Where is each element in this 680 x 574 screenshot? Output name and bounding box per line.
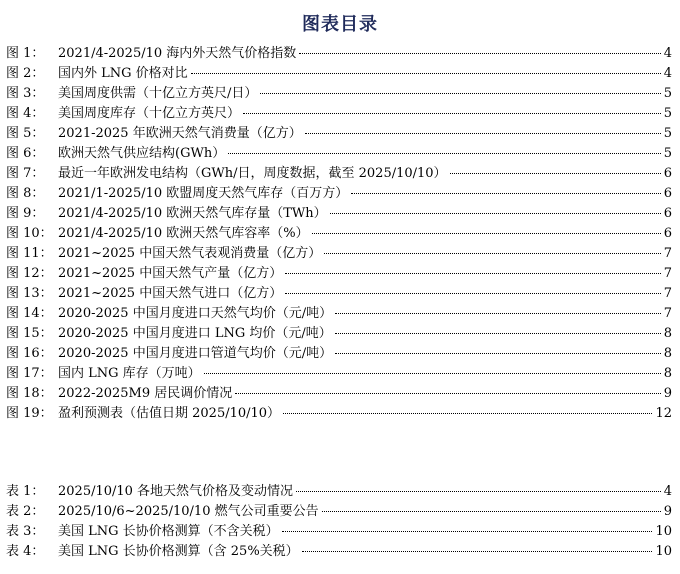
dot-leader — [322, 511, 661, 512]
table-entry[interactable] — [6, 482, 672, 502]
table-entry[interactable] — [6, 502, 672, 522]
dot-leader — [235, 393, 660, 394]
toc-entry-label: 图 6： — [6, 146, 45, 161]
toc-entry-page[interactable]: 7 — [663, 306, 672, 321]
toc-entry-text[interactable]: 2021/1-2025/10 欧盟周度天然气库存（百万方） — [58, 186, 349, 201]
dot-leader — [243, 113, 661, 114]
toc-entry-label: 图 10： — [6, 226, 53, 241]
dot-leader — [305, 133, 661, 134]
toc-entry-text[interactable]: 美国 LNG 长协价格测算（含 25%关税） — [58, 544, 299, 559]
toc-entry-label: 表 1： — [6, 484, 45, 499]
toc-entry-text[interactable]: 欧洲天然气供应结构(GWh） — [58, 146, 226, 161]
dot-leader — [335, 313, 661, 314]
toc-entry-label: 图 8： — [6, 186, 45, 201]
dot-leader — [450, 173, 661, 174]
toc-entry-label: 图 15： — [6, 326, 53, 341]
toc-entry-page[interactable]: 6 — [663, 166, 672, 181]
figure-entry[interactable] — [6, 144, 672, 164]
toc-entry-page[interactable]: 4 — [663, 484, 672, 499]
toc-entry-label: 表 2： — [6, 504, 45, 519]
toc-entry-label: 图 14： — [6, 306, 53, 321]
toc-entry-label: 图 5： — [6, 126, 45, 141]
figure-entry[interactable] — [6, 104, 672, 124]
dot-leader — [285, 293, 661, 294]
toc-entry-page[interactable]: 5 — [663, 86, 672, 101]
toc-entry-label: 图 11： — [6, 246, 53, 261]
toc-entry-page[interactable]: 5 — [663, 106, 672, 121]
toc-entry-page[interactable]: 7 — [663, 286, 672, 301]
toc-entry-page[interactable]: 6 — [663, 206, 672, 221]
dot-leader — [335, 353, 661, 354]
toc-entry-text[interactable]: 2021-2025 年欧洲天然气消费量（亿方） — [58, 126, 302, 141]
dot-leader — [283, 413, 652, 414]
table-list — [6, 482, 672, 562]
toc-entry-text[interactable]: 国内 LNG 库存（万吨） — [58, 366, 201, 381]
toc-entry-page[interactable]: 6 — [663, 186, 672, 201]
dot-leader — [204, 373, 661, 374]
figure-entry[interactable] — [6, 344, 672, 364]
toc-entry-page[interactable]: 8 — [663, 326, 672, 341]
toc-entry-text[interactable]: 2021/4-2025/10 欧洲天然气库容率（%） — [58, 226, 309, 241]
dot-leader — [312, 233, 661, 234]
toc-entry-label: 图 9： — [6, 206, 45, 221]
toc-entry-page[interactable]: 7 — [663, 266, 672, 281]
figure-entry[interactable] — [6, 304, 672, 324]
figure-entry[interactable] — [6, 224, 672, 244]
toc-entry-label: 图 18： — [6, 386, 53, 401]
figure-entry[interactable] — [6, 364, 672, 384]
toc-entry-label: 图 17： — [6, 366, 53, 381]
toc-entry-label: 图 16： — [6, 346, 53, 361]
toc-entry-label: 图 12： — [6, 266, 53, 281]
figure-entry[interactable] — [6, 164, 672, 184]
toc-entry-label: 表 4： — [6, 544, 45, 559]
toc-entry-page[interactable]: 10 — [655, 544, 672, 559]
toc-entry-page[interactable]: 6 — [663, 226, 672, 241]
toc-entry-page[interactable]: 4 — [663, 66, 672, 81]
toc-entry-label: 图 3： — [6, 86, 45, 101]
table-entry[interactable] — [6, 522, 672, 542]
toc-entry-text[interactable]: 美国周度供需（十亿立方英尺/日） — [58, 86, 258, 101]
figure-entry[interactable] — [6, 44, 672, 64]
toc-entry-page[interactable]: 5 — [663, 146, 672, 161]
toc-entry-page[interactable]: 12 — [655, 406, 672, 421]
toc-entry-text[interactable]: 2020-2025 中国月度进口天然气均价（元/吨） — [58, 306, 333, 321]
toc-title: 图表目录 — [302, 14, 378, 35]
toc-entry-text[interactable]: 2021/4-2025/10 欧洲天然气库存量（TWh） — [58, 206, 327, 221]
table-entry[interactable] — [6, 542, 672, 562]
toc-entry-page[interactable]: 4 — [663, 46, 672, 61]
figure-entry[interactable] — [6, 124, 672, 144]
toc-entry-page[interactable]: 8 — [663, 346, 672, 361]
toc-entry-label: 图 13： — [6, 286, 53, 301]
dot-leader — [228, 153, 661, 154]
toc-entry-text[interactable]: 2021~2025 中国天然气表观消费量（亿方） — [58, 246, 322, 261]
toc-entry-text[interactable]: 美国 LNG 长协价格测算（不含关税） — [58, 524, 279, 539]
toc-entry-text[interactable]: 盈利预测表（估值日期 2025/10/10） — [58, 406, 281, 421]
toc-entry-label: 表 3： — [6, 524, 45, 539]
figure-entry[interactable] — [6, 204, 672, 224]
figure-entry[interactable] — [6, 384, 672, 404]
toc-entry-label: 图 19： — [6, 406, 53, 421]
toc-entry-text[interactable]: 2021~2025 中国天然气产量（亿方） — [58, 266, 283, 281]
toc-entry-text[interactable]: 2020-2025 中国月度进口管道气均价（元/吨） — [58, 346, 333, 361]
dot-leader — [285, 273, 661, 274]
dot-leader — [191, 73, 661, 74]
toc-entry-page[interactable]: 5 — [663, 126, 672, 141]
toc-entry-label: 图 7： — [6, 166, 45, 181]
dot-leader — [296, 491, 661, 492]
toc-entry-text[interactable]: 2021~2025 中国天然气进口（亿方） — [58, 286, 283, 301]
toc-entry-text[interactable]: 国内外 LNG 价格对比 — [58, 66, 188, 81]
toc-entry-text[interactable]: 2022-2025M9 居民调价情况 — [58, 386, 233, 401]
dot-leader — [282, 531, 653, 532]
figure-entry[interactable] — [6, 264, 672, 284]
toc-entry-label: 图 4： — [6, 106, 45, 121]
toc-entry-page[interactable]: 7 — [663, 246, 672, 261]
dot-leader — [351, 193, 660, 194]
dot-leader — [330, 213, 661, 214]
toc-entry-text[interactable]: 美国周度库存（十亿立方英尺） — [58, 106, 241, 121]
toc-entry-text[interactable]: 最近一年欧洲发电结构（GWh/日，周度数据，截至 2025/10/10） — [58, 166, 447, 181]
dot-leader — [324, 253, 661, 254]
figure-entry[interactable] — [6, 244, 672, 264]
figure-entry[interactable] — [6, 64, 672, 84]
toc-entry-label: 图 1： — [6, 46, 45, 61]
figure-entry[interactable] — [6, 84, 672, 104]
toc-entry-page[interactable]: 8 — [663, 366, 672, 381]
toc-entry-text[interactable]: 2025/10/10 各地天然气价格及变动情况 — [58, 484, 294, 499]
figure-entry[interactable] — [6, 184, 672, 204]
figure-entry[interactable] — [6, 404, 672, 424]
toc-entry-text[interactable]: 2025/10/6~2025/10/10 燃气公司重要公告 — [58, 504, 319, 519]
dot-leader — [302, 551, 653, 552]
toc-entry-page[interactable]: 9 — [663, 504, 672, 519]
figure-entry[interactable] — [6, 324, 672, 344]
toc-entry-page[interactable]: 9 — [663, 386, 672, 401]
dot-leader — [260, 93, 660, 94]
dot-leader — [299, 53, 660, 54]
toc-entry-label: 图 2： — [6, 66, 45, 81]
figure-entry[interactable] — [6, 284, 672, 304]
toc-entry-text[interactable]: 2020-2025 中国月度进口 LNG 均价（元/吨） — [58, 326, 332, 341]
toc-entry-text[interactable]: 2021/4-2025/10 海内外天然气价格指数 — [58, 46, 297, 61]
dot-leader — [335, 333, 661, 334]
figure-list — [6, 44, 672, 424]
toc-entry-page[interactable]: 10 — [655, 524, 672, 539]
